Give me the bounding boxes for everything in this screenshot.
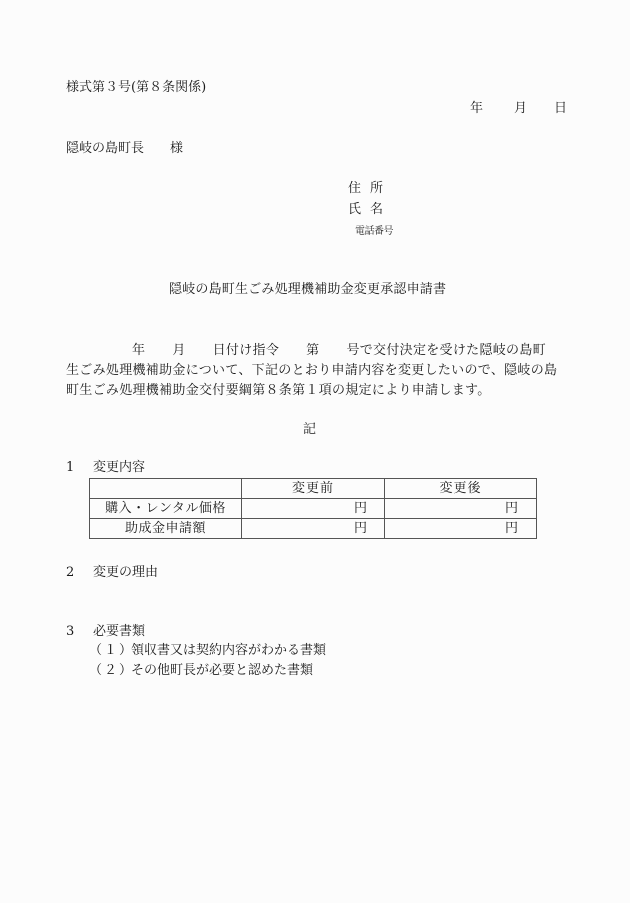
section-required-documents <box>66 624 145 640</box>
body-day-text: 日付け指令 <box>212 343 280 358</box>
table-header-blank <box>90 479 242 499</box>
body-month: 月 <box>172 343 186 358</box>
address-label-1: 住 <box>348 181 362 196</box>
applicant-block <box>348 181 393 244</box>
name-label-2: 名 <box>370 202 384 217</box>
body-line-2: 生ごみ処理機補助金について、下記のとおり申請内容を変更したいので、隠岐の島 <box>66 363 558 378</box>
addressee-name: 隠岐の島町長 <box>66 141 145 156</box>
phone-field <box>348 223 393 244</box>
list-item-text: その他町長が必要と認めた書類 <box>131 663 314 678</box>
body-line-3: 町生ごみ処理機補助金交付要綱第８条第１項の規定により申請します。 <box>66 383 491 398</box>
list-item <box>89 643 326 659</box>
table-header-row <box>90 479 537 499</box>
row-label-subsidy: 助成金申請額 <box>90 519 242 539</box>
address-field <box>348 181 393 202</box>
document-title: 隠岐の島町生ごみ処理機補助金変更承認申請書 <box>169 282 447 297</box>
ki-heading: 記 <box>303 422 317 437</box>
addressee <box>66 141 183 157</box>
table-header-before: 変更前 <box>242 479 385 499</box>
change-table <box>89 478 537 539</box>
body-paragraph <box>66 341 566 401</box>
row-label-price: 購入・レンタル価格 <box>90 499 242 519</box>
section-title: 変更の理由 <box>93 565 159 580</box>
section-change-content <box>66 460 145 476</box>
list-item <box>89 663 313 679</box>
list-marker: （２） <box>89 663 135 678</box>
body-dai: 第 <box>306 343 320 358</box>
name-field <box>348 202 393 223</box>
body-line-1 <box>66 341 566 361</box>
form-number: 様式第３号(第８条関係) <box>66 80 207 95</box>
addressee-honorific: 様 <box>170 141 184 156</box>
body-year: 年 <box>132 343 146 358</box>
table-row <box>90 499 537 519</box>
price-after-field[interactable]: 円 <box>385 499 537 519</box>
name-label-1: 氏 <box>348 202 362 217</box>
day-label: 日 <box>554 101 568 116</box>
month-label: 月 <box>514 101 528 116</box>
list-marker: （１） <box>89 643 135 658</box>
body-line1-rest: 号で交付決定を受けた隠岐の島町 <box>346 343 546 358</box>
section-number: 1 <box>66 460 75 475</box>
price-before-field[interactable]: 円 <box>242 499 385 519</box>
section-number: 2 <box>66 565 75 580</box>
phone-label: 電話番号 <box>355 226 393 237</box>
table-header-after: 変更後 <box>385 479 537 499</box>
year-label: 年 <box>470 101 484 116</box>
section-change-reason <box>66 565 158 581</box>
address-label-2: 所 <box>370 181 384 196</box>
section-title: 変更内容 <box>93 460 146 475</box>
table-row <box>90 519 537 539</box>
section-title: 必要書類 <box>93 624 146 639</box>
section-number: 3 <box>66 624 75 639</box>
date-line <box>470 101 567 117</box>
subsidy-after-field[interactable]: 円 <box>385 519 537 539</box>
list-item-text: 領収書又は契約内容がわかる書類 <box>131 643 327 658</box>
subsidy-before-field[interactable]: 円 <box>242 519 385 539</box>
